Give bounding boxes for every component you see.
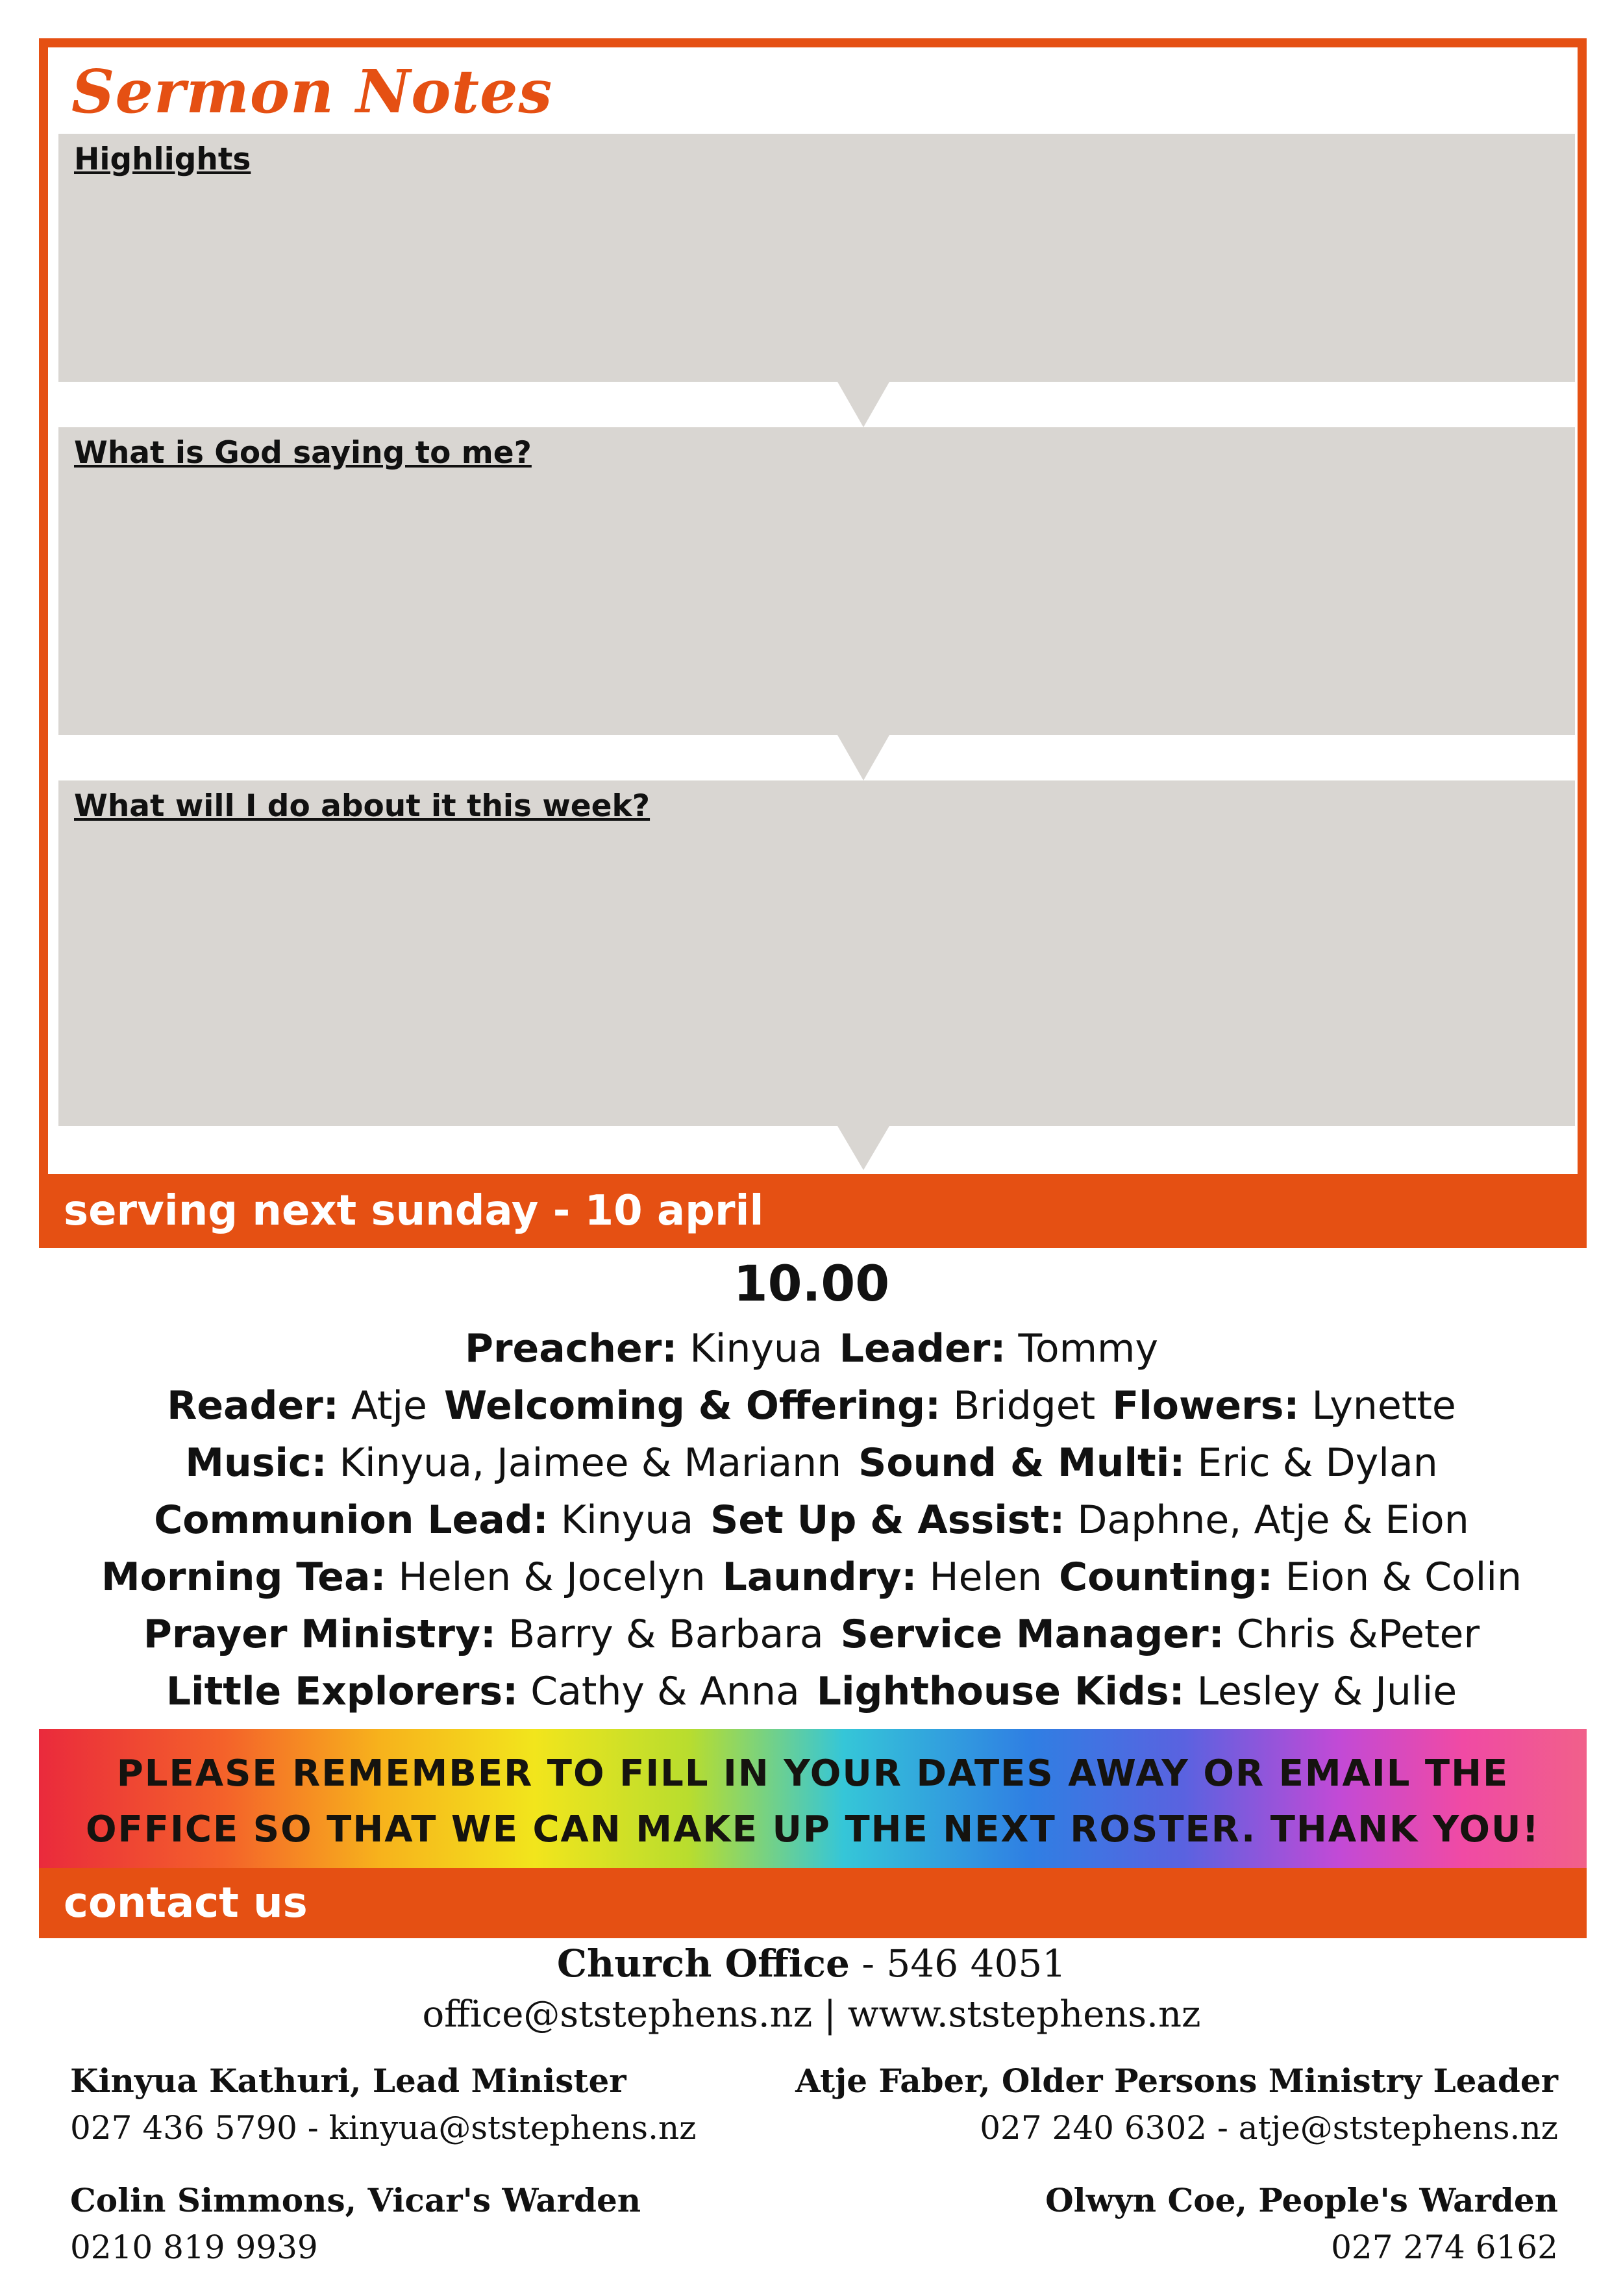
roster-role: Flowers:	[1112, 1383, 1300, 1429]
roster-role: Lighthouse Kids:	[816, 1669, 1185, 1714]
roster-names: Chris &Peter	[1236, 1612, 1480, 1657]
reminder-line-1: PLEASE REMEMBER TO FILL IN YOUR DATES AWAY OR EMAIL THE	[116, 1753, 1509, 1795]
roster-names: Daphne, Atje & Eion	[1077, 1497, 1469, 1543]
contact-detail: 027 274 6162	[1331, 2228, 1558, 2266]
roster-line	[0, 1434, 1623, 1491]
roster-line	[0, 1491, 1623, 1549]
contact-heading: contact us	[39, 1868, 1587, 1938]
roster-line	[0, 1663, 1623, 1720]
roster-role: Sound & Multi:	[858, 1440, 1185, 1486]
church-office-phone: - 546 4051	[861, 1941, 1067, 1986]
roster-names: Kinyua, Jaimee & Mariann	[339, 1440, 842, 1486]
contact-detail: 027 436 5790 - kinyua@ststephens.nz	[70, 2109, 697, 2147]
speech-tail	[837, 1126, 889, 1170]
roster-names: Cathy & Anna	[530, 1669, 800, 1714]
contact-person	[795, 2058, 1558, 2151]
roster-line	[0, 1606, 1623, 1663]
contact-person	[1045, 2177, 1558, 2271]
contact-person	[70, 2177, 641, 2271]
highlights-note-box[interactable]	[58, 134, 1575, 382]
roster-role: Service Manager:	[840, 1612, 1224, 1657]
contact-name: Olwyn Coe, People's Warden	[1045, 2181, 1558, 2219]
roster-names: Helen & Jocelyn	[398, 1554, 706, 1600]
roster-line	[0, 1377, 1623, 1434]
action-prompt: What will I do about it this week?	[74, 788, 650, 824]
roster-role: Preacher:	[464, 1326, 678, 1371]
roster-names: Barry & Barbara	[508, 1612, 824, 1657]
email-web-line: office@ststephens.nz | www.ststephens.nz	[422, 1993, 1201, 2036]
church-office-label: Church Office	[556, 1941, 850, 1986]
roster-reminder-banner	[39, 1729, 1587, 1868]
highlights-prompt: Highlights	[74, 142, 251, 177]
god-saying-note-box[interactable]	[58, 427, 1575, 735]
church-office-line	[0, 1941, 1623, 1986]
reminder-line-2: OFFICE SO THAT WE CAN MAKE UP THE NEXT ROSTER. THANK YOU!	[85, 1808, 1541, 1851]
roster-role: Counting:	[1059, 1554, 1273, 1600]
roster-role: Morning Tea:	[101, 1554, 386, 1600]
contact-name: Colin Simmons, Vicar's Warden	[70, 2181, 641, 2219]
roster-names: Tommy	[1018, 1326, 1159, 1371]
roster-names: Lynette	[1311, 1383, 1456, 1429]
service-time: 10.00	[733, 1254, 890, 1312]
sermon-notes-frame	[39, 38, 1587, 1248]
speech-tail	[837, 382, 889, 427]
roster-names: Eric & Dylan	[1197, 1440, 1438, 1486]
contact-person	[70, 2058, 697, 2151]
roster-names: Atje	[351, 1383, 427, 1429]
speech-tail	[837, 735, 889, 780]
roster-role: Music:	[185, 1440, 327, 1486]
action-note-box[interactable]	[58, 780, 1575, 1126]
serving-heading: serving next sunday - 10 april	[39, 1174, 1587, 1248]
roster	[0, 1320, 1623, 1720]
roster-names: Bridget	[953, 1383, 1096, 1429]
roster-names: Lesley & Julie	[1196, 1669, 1457, 1714]
roster-role: Laundry:	[722, 1554, 917, 1600]
roster-line	[0, 1549, 1623, 1606]
roster-names: Kinyua	[689, 1326, 823, 1371]
roster-names: Kinyua	[560, 1497, 694, 1543]
roster-role: Set Up & Assist:	[710, 1497, 1065, 1543]
roster-role: Prayer Ministry:	[143, 1612, 497, 1657]
roster-names: Eion & Colin	[1285, 1554, 1522, 1600]
roster-role: Leader:	[839, 1326, 1006, 1371]
roster-names: Helen	[929, 1554, 1043, 1600]
god-saying-prompt: What is God saying to me?	[74, 435, 532, 471]
contact-name: Kinyua Kathuri, Lead Minister	[70, 2062, 626, 2100]
roster-line	[0, 1320, 1623, 1377]
roster-role: Communion Lead:	[154, 1497, 549, 1543]
roster-role: Little Explorers:	[166, 1669, 519, 1714]
contact-detail: 027 240 6302 - atje@ststephens.nz	[980, 2109, 1558, 2147]
roster-role: Reader:	[167, 1383, 339, 1429]
contact-detail: 0210 819 9939	[70, 2228, 318, 2266]
sermon-notes-title: Sermon Notes	[71, 56, 553, 127]
contact-name: Atje Faber, Older Persons Ministry Leader	[795, 2062, 1558, 2100]
roster-role: Welcoming & Offering:	[443, 1383, 941, 1429]
